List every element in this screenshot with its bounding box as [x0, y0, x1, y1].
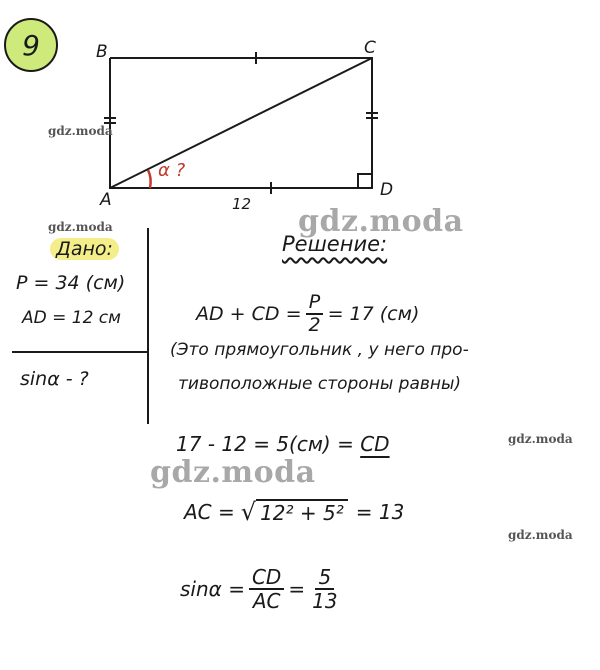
- watermark-1: gdz.moda: [48, 124, 113, 138]
- step1-numerator: P: [306, 292, 323, 315]
- watermark-6: gdz.moda: [508, 528, 573, 542]
- step1-left: AD + CD =: [196, 302, 302, 325]
- diagonal-ac: [110, 58, 372, 188]
- watermark-3: gdz.moda: [298, 204, 464, 239]
- step4-denominator-1: AC: [252, 589, 281, 613]
- solution-note-line-2: тивоположные стороны равны): [178, 374, 462, 394]
- step2-left: 17 - 12 = 5(см) =: [176, 432, 354, 456]
- step1-right: = 17 (см): [327, 302, 420, 325]
- given-vertical-rule: [147, 228, 149, 424]
- step3-left: AC =: [184, 500, 235, 524]
- watermark-4: gdz.moda: [508, 432, 573, 446]
- step3-radicand: 12² + 5²: [256, 499, 348, 525]
- step4-left: sinα =: [180, 577, 245, 601]
- solution-step-3: [184, 498, 404, 526]
- sqrt-icon: √: [240, 498, 257, 526]
- step4-fraction-2: [309, 566, 340, 612]
- given-ad: AD = 12 см: [22, 308, 121, 328]
- find-text: sinα - ?: [20, 368, 89, 390]
- vertex-b: B: [96, 42, 108, 62]
- right-angle-mark: [358, 174, 372, 188]
- angle-label: α ?: [158, 160, 186, 181]
- problem-number: 9: [22, 28, 40, 62]
- solution-step-2: [176, 432, 390, 456]
- solution-heading: Решение:: [282, 232, 388, 256]
- given-heading-text: Дано:: [50, 238, 119, 260]
- angle-arc: [148, 170, 151, 188]
- watermark-5: gdz.moda: [150, 455, 316, 490]
- step4-denominator-2: 13: [312, 589, 338, 613]
- step2-right: CD: [360, 432, 390, 456]
- given-divider: [12, 351, 148, 353]
- watermark-2: gdz.moda: [48, 220, 113, 234]
- step4-fraction-1: [249, 566, 284, 612]
- step1-fraction: [305, 292, 323, 336]
- vertex-d: D: [380, 180, 394, 200]
- vertex-a: A: [100, 190, 112, 210]
- given-heading: [50, 238, 119, 260]
- step4-numerator-2: 5: [315, 566, 334, 590]
- side-ad-length: 12: [232, 195, 252, 213]
- step1-denominator: 2: [308, 313, 321, 336]
- step4-equals: =: [288, 577, 306, 601]
- solution-note-line-1: (Это прямоугольник , у него про-: [170, 340, 469, 360]
- step4-numerator-1: CD: [249, 566, 284, 590]
- solution-step-1: [196, 292, 419, 336]
- vertex-c: C: [364, 38, 376, 58]
- given-perimeter: P = 34 (см): [16, 272, 126, 294]
- rectangle-figure: [0, 0, 600, 230]
- step3-right: = 13: [355, 500, 405, 524]
- solution-step-4: [180, 566, 345, 612]
